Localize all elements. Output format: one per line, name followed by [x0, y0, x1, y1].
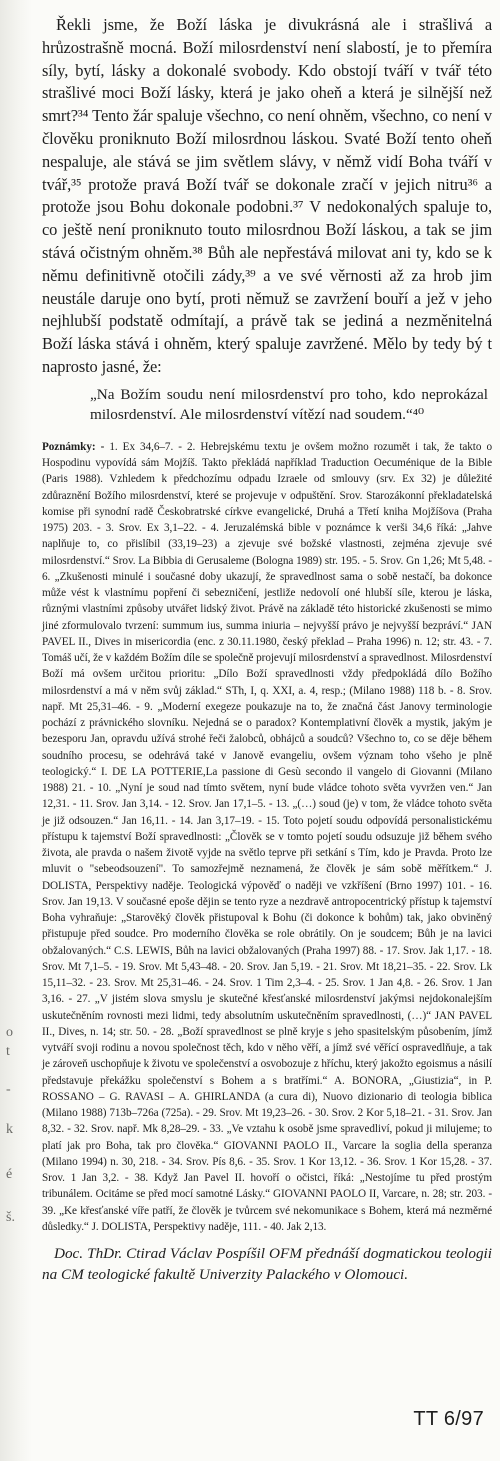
article-page: [42, 14, 492, 1300]
journal-issue-footer: TT 6/97: [413, 1408, 484, 1430]
body-paragraph: Řekli jsme, že Boží láska je divukrásná ale i strašlivá a hrůzostrašně mocná. Boží milosrdenství není slabostí, je to přemíra síly, bytí, lásky a dokonalé svobody. Kdo obstojí tváří v tvář této strašlivé moci Boží lásky, která je jako oheň a která je silnější než smrt?³⁴ Tento žár spaluje všechno, co není ohněm, všechno, co není v člověku proniknuto Boží milosrdnou láskou. Svaté Boží tento oheň nespaluje, ale stává se jim světlem slávy, v němž vidí Boha tváří v tvář,³⁵ protože pravá Boží tvář se dokonale zračí v jejich nitru³⁶ a protože jsou Bohu dokonale podobni.³⁷ V nedokonalých spaluje to, co ještě není proniknuto touto milosrdnou Boží láskou, a tak se jim stává očistným ohněm.³⁸ Bůh ale nepřestává milovat ani ty, kdo se k němu definitivně otočili zády,³⁹ a ve své věrnosti až za hrob jim neustále daruje ono bytí, proti němuž se zavržení bouří a jež v jeho nejhlubší podstatě odmítají, a právě tak se jediná a nezměnitelná Boží láska stává i ohněm, který spaluje zavržené. Mělo by tedy bý t naprosto jasné, že:: [42, 15, 492, 376]
page-gutter-shadow: [0, 0, 32, 1461]
footnotes-text: 1. Ex 34,6–7. - 2. Hebrejskému textu je ovšem možno rozumět i tak, že takto o Hospodinu vypovídá sám Mojžíš. Takto překládá například Traduction Oecuménique de la Bible (Paris 1988). Vzhledem k předchozímu odpadu Izraele od smlouvy (srv. Ex 32) je důležité zdůraznění Božího milosrdenství, které se projevuje v odpuštění. Srov. Starozákonní překladatelská komise při synodní radě Českobratrské církve evangelické, Druhá a Třetí kniha Mojžíšova (Praha 1975) 203. - 3. Srov. Ex 3,1–22. - 4. Jeruzalémská bible v poznámce k verši 34,6 říká: „Jahve naplňuje to, co přislíbil (33,19–23) a zjevuje své božské vlastnosti, zejména zjevuje své milosrdenství.“ Srov. La Bibbia di Gerusaleme (Bologna 1989) str. 195. - 5. Srov. Gn 1,26; Mt 5,48. - 6. „Zkušenosti minulé i současné doby ukazují, že spravedlnost sama o sobě nestačí, ba dokonce může vést k vlastnímu popření či sebezničení, jestliže nedovolí oné hlubší síle, kterou je láska, různými vlastními způsoby utvářet lidský život. Právě na základě této historické zkušenosti se mimo jiné zformulovalo tvrzení: summum ius, summa iniuria – nejvyšší právo je nejvyšší bezpráví.“ JAN PAVEL II., Dives in misericordia (enc. z 30.11.1980, český překlad – Praha 1996) n. 12; str. 43. - 7. Tomáš učí, že v každém Božím díle se společně projevují milosrdenství a spravedlnost. Milosrdenství Boží má ovšem určitou prioritu: „Dílo Boží spravedlnosti vždy předpokládá dílo Božího milosrdenství a má v něm svůj základ.“ STh, I, q. XXI, a. 4, resp.; (Milano 1988) 118 b. - 8. Srov. např. Mt 25,31–46. - 9. „Moderní exegeze poukazuje na to, že značná část Janovy terminologie pochází z právnického slovníku. Nejedná se o paradox? Kontemplativní člověk a mystik, jakým je bezesporu Jan, opravdu užívá strohé řeči žalobců, obhájců a soudců? Všechno to, co se děje během soudního procesu, se odehrává také v Janově evangeliu, ovšem význam toho všeho je plně teologický.“ I. DE LA POTTERIE,La passione di Gesù secondo il vangelo di Giovanni (Milano 1988) 21. - 10. „Nyní je soud nad tímto světem, nyní bude vládce tohoto světa vyvržen ven.“ Jan 12,31. - 11. Srov. Jan 3,14. - 12. Srov. Jan 17,1–5. - 13. „(…) soud (je) v tom, že vládce tohoto světa je již odsouzen.“ Jan 16,11. - 14. Jan 3,17–19. - 15. Toto pojetí soudu odpovídá personalistickému přístupu k tajemství Boží spravedlnosti: „Člověk se v tomto pojetí soudu odsuzuje již během svého života, ale pravda o našem životě vyjde na světlo teprve při setkání s Tím, kdo je Pravda. Proto lze mluvit o "sebeodsouzení". To samozřejmě neznamená, že člověk je sám sobě měřítkem.“ J. DOLISTA, Perspektivy naděje. Teologická výpověď o naději ve vzkříšení (Brno 1997) 101. - 16. Srov. Jan 19,13. V současné epoše dějin se tento ryze a nezdravě antropocentrický přístup k tajemství Boha vyhraňuje: „Starověký člověk přistupoval k Bohu (či dokonce k bohům) tak, jako obviněný přistupuje před soudce. Pro moderního člověka se role obrátily. On je soudcem; Bůh je na lavici obžalovaných.“ C.S. LEWIS, Bůh na lavici obžalovaných (Praha 1997) 88. - 17. Srov. Jak 1,17. - 18. Srov. Mt 7,1–5. - 19. Srov. Mt 5,43–48. - 20. Srov. Jan 5,19. - 21. Srov. Mt 18,21–35. - 22. Srov. Lk 15,11–32. - 23. Srov. Mt 25,31–46. - 24. Srov. 1 Tim 2,3–4. - 25. Srov. 1 Jan 4,8. - 26. Srov. 1 Jan 3,16. - 27. „V jistém slova smyslu je skutečné křesťanské milosrdenství jakýmsi nejdokonalejším uskutečněním rovnosti mezi lidmi, tedy absolutním uskutečněním spravedlnosti, (…)“ JAN PAVEL II., Dives, n. 14; str. 50. - 28. „Boží spravedlnost se plně kryje s jeho spasitelským působením, jímž vytváří svoji rodinu a novou společnost těch, kdo v něho věří, a jímž své věřící ospravedlňuje, a tak je zároveň uschopňuje k životu ve společenství a osvobozuje z hříchu, který jakožto egoismus a násilí představuje překážku společenství s Bohem a s bratřími.“ A. BONORA, „Giustizia“, in P. ROSSANO – G. RAVASI – A. GHIRLANDA (a cura di), Nuovo dizionario di teologia biblica (Milano 1988) 713b–726a (725a). - 29. Srov. Mt 19,23–26. - 30. Srov. 2 Kor 5,18–21. - 31. Srov. Jan 8,32. - 32. Srov. např. Mk 8,28–29. - 33. „Ve vztahu k osobě jsme spravedliví, pokud ji milujeme; to platí jak pro Boha, tak pro člověka.“ GIOVANNI PAOLO II., Varcare la soglia della speranza (Milano 1994) n. 30, 218. - 34. Srov. Pís 8,6. - 35. Srov. 1 Kor 13,12. - 36. Srov. 1 Kor 15,28. - 37. Srov. 1 Jan 3,2. - 38. Když Jan Pavel II. hovoří o očistci, říká: „Nestojíme tu před prostým tribunálem. Ocitáme se před mocí samotné Lásky.“ GIOVANNI PAOLO II, Varcare, n. 28; str. 203. - 39. „Ke křesťanské víře patří, že člověk je tvůrcem své nekomunikace s Bohem, která má nezměrné důsledky.“ J. DOLISTA, Perspektivy naděje, 111. - 40. Jak 2,13.: [42, 440, 492, 1233]
gutter-mark: é: [6, 1167, 13, 1182]
footnotes: [42, 439, 492, 1235]
gutter-mark: o: [6, 1025, 13, 1040]
gutter-mark: k: [6, 1122, 13, 1137]
gutter-mark: t: [6, 1044, 10, 1059]
footnotes-label: Poznámky: -: [42, 440, 105, 453]
gutter-mark: š.: [6, 1210, 15, 1225]
block-quote: „Na Božím soudu není milosrdenství pro toho, kdo neprokázal milosrdenství. Ale milosrdenství vítězí nad soudem.“⁴⁰: [90, 385, 488, 423]
author-note: Doc. ThDr. Ctirad Václav Pospíšil OFM přednáší dogmatickou teologii na CM teologické fakultě Univerzity Palackého v Olomouci.: [42, 1245, 492, 1283]
gutter-mark: -: [6, 1082, 11, 1097]
